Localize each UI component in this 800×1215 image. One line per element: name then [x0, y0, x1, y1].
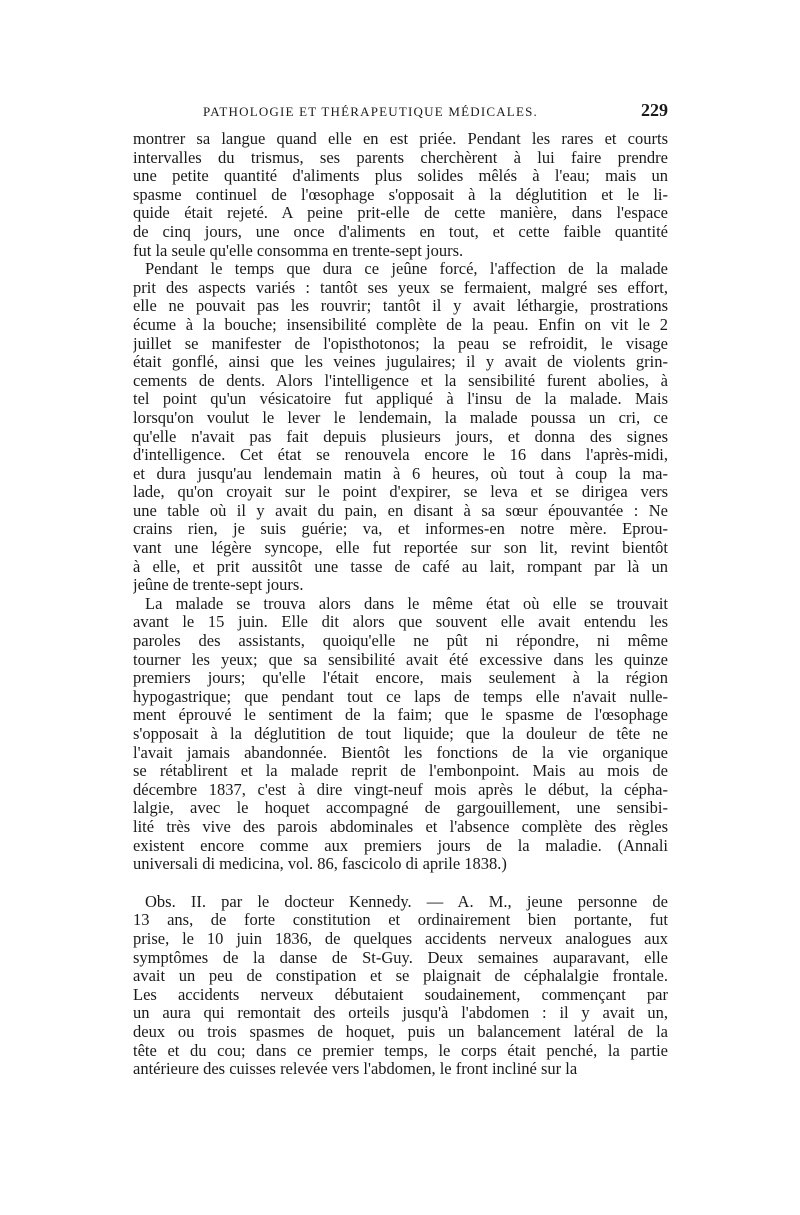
text-line: spasme continuel de l'œsophage s'opposait à la déglutition et le li-	[133, 185, 668, 204]
text-line: lade, qu'on croyait sur le point d'expirer, se leva et se dirigea vers	[133, 483, 668, 502]
text-line: 13 ans, de forte constitution et ordinairement bien portante, fut	[133, 911, 668, 930]
text-line: lalgie, avec le hoquet accompagné de gargouillement, une sensibi-	[133, 799, 668, 818]
text-line: Obs. II. par le docteur Kennedy. — A. M., jeune personne de	[145, 892, 668, 911]
text-line: lorsqu'on voulut le lever le lendemain, la malade poussa un cri, ce	[133, 408, 668, 427]
text-line: premiers jours; qu'elle l'était encore, mais seulement à la région	[133, 669, 668, 688]
text-line: une table où il y avait du pain, en disant à sa sœur épouvantée : Ne	[133, 501, 668, 520]
text-line: d'intelligence. Cet état se renouvela encore le 16 dans l'après-midi,	[133, 446, 668, 465]
text-line: quide était rejeté. A peine prit-elle de cette manière, dans l'espace	[133, 204, 668, 223]
text-line: jeûne de trente-sept jours.	[133, 576, 304, 595]
running-title: PATHOLOGIE ET THÉRAPEUTIQUE MÉDICALES.	[203, 104, 538, 119]
text-line: lité très vive des parois abdominales et l'absence complète des règles	[133, 817, 668, 836]
paragraph	[133, 260, 668, 595]
text-line: juillet se manifester de l'opisthotonos; la peau se refroidit, le visage	[133, 334, 668, 353]
paragraph	[133, 130, 668, 260]
text-line: et dura jusqu'au lendemain matin à 6 heures, où tout à coup la ma-	[133, 464, 668, 483]
text-line: Les accidents nerveux débutaient soudainement, commençant par	[133, 985, 668, 1004]
text-line: antérieure des cuisses relevée vers l'abdomen, le front incliné sur la	[133, 1060, 578, 1079]
paragraph	[133, 595, 668, 874]
text-line: tel point qu'un vésicatoire fut appliqué à l'insu de la malade. Mais	[133, 390, 668, 409]
text-line: se rétablirent et la malade reprit de l'embonpoint. Mais au mois de	[133, 762, 668, 781]
text-line: crains rien, je suis guérie; va, et informes-en notre mère. Eprou-	[133, 520, 668, 539]
text-line: prise, le 10 juin 1836, de quelques accidents nerveux analogues aux	[133, 929, 668, 948]
text-line: avait un peu de constipation et se plaignait de céphalalgie frontale.	[133, 967, 668, 986]
text-line: l'avait jamais abandonnée. Bientôt les fonctions de la vie organique	[133, 743, 668, 762]
text-line: était gonflé, ainsi que les veines jugulaires; il y avait de violents grin-	[133, 353, 668, 372]
text-line: La malade se trouva alors dans le même état où elle se trouvait	[145, 594, 668, 613]
paragraph-gap	[133, 874, 668, 893]
paragraph	[133, 893, 668, 1079]
text-line: fut la seule qu'elle consomma en trente-sept jours.	[133, 241, 464, 260]
text-line: vant une légère syncope, elle fut reportée sur son lit, revint bientôt	[133, 539, 668, 558]
page-body	[133, 130, 668, 1079]
text-line: de cinq jours, une once d'aliments en tout, et cette faible quantité	[133, 222, 668, 241]
text-line: qu'elle n'avait pas fait depuis plusieurs jours, et donna des signes	[133, 427, 668, 446]
text-line: intervalles du trismus, ses parents cherchèrent à lui faire prendre	[133, 148, 668, 167]
text-line: tourner les yeux; que sa sensibilité avait été excessive dans les quinze	[133, 650, 668, 669]
page-number: 229	[641, 100, 668, 120]
text-line: Pendant le temps que dura ce jeûne forcé, l'affection de la malade	[145, 260, 668, 279]
text-line: à elle, et prit aussitôt une tasse de café au lait, rompant par là un	[133, 557, 668, 576]
page-header	[133, 100, 668, 124]
text-line: elle ne pouvait pas les rouvrir; tantôt il y avait léthargie, prostrations	[133, 297, 668, 316]
text-line: paroles des assistants, quoiqu'elle ne pût ni répondre, ni même	[133, 632, 668, 651]
text-line: écume à la bouche; insensibilité complète de la peau. Enfin on vit le 2	[133, 315, 668, 334]
text-line: prit des aspects variés : tantôt ses yeux se fermaient, malgré ses effort,	[133, 278, 668, 297]
text-line: deux ou trois spasmes de hoquet, puis un balancement latéral de la	[133, 1022, 668, 1041]
text-line: décembre 1837, c'est à dire vingt-neuf mois après le début, la cépha-	[133, 780, 668, 799]
text-line: montrer sa langue quand elle en est priée. Pendant les rares et courts	[133, 130, 668, 148]
text-line: existent encore comme aux premiers jours de la maladie. (Annali	[133, 836, 668, 855]
text-line: un aura qui remontait des orteils jusqu'à l'abdomen : il y avait un,	[133, 1004, 668, 1023]
text-line: tête et du cou; dans ce premier temps, le corps était penché, la partie	[133, 1041, 668, 1060]
text-line: ment éprouvé le sentiment de la faim; que le spasme de l'œsophage	[133, 706, 668, 725]
text-line: symptômes de la danse de St-Guy. Deux semaines auparavant, elle	[133, 948, 668, 967]
text-line: avant le 15 juin. Elle dit alors que souvent elle avait entendu les	[133, 613, 668, 632]
text-line: cements de dents. Alors l'intelligence et la sensibilité furent abolies, à	[133, 371, 668, 390]
text-line: hypogastrique; que pendant tout ce laps de temps elle n'avait nulle-	[133, 687, 668, 706]
text-line: une petite quantité d'aliments plus solides mêlés à l'eau; mais un	[133, 167, 668, 186]
text-line: s'opposait à la déglutition de tout liquide; que la douleur de tête ne	[133, 725, 668, 743]
text-line: universali di medicina, vol. 86, fascicolo di aprile 1838.)	[133, 855, 507, 874]
